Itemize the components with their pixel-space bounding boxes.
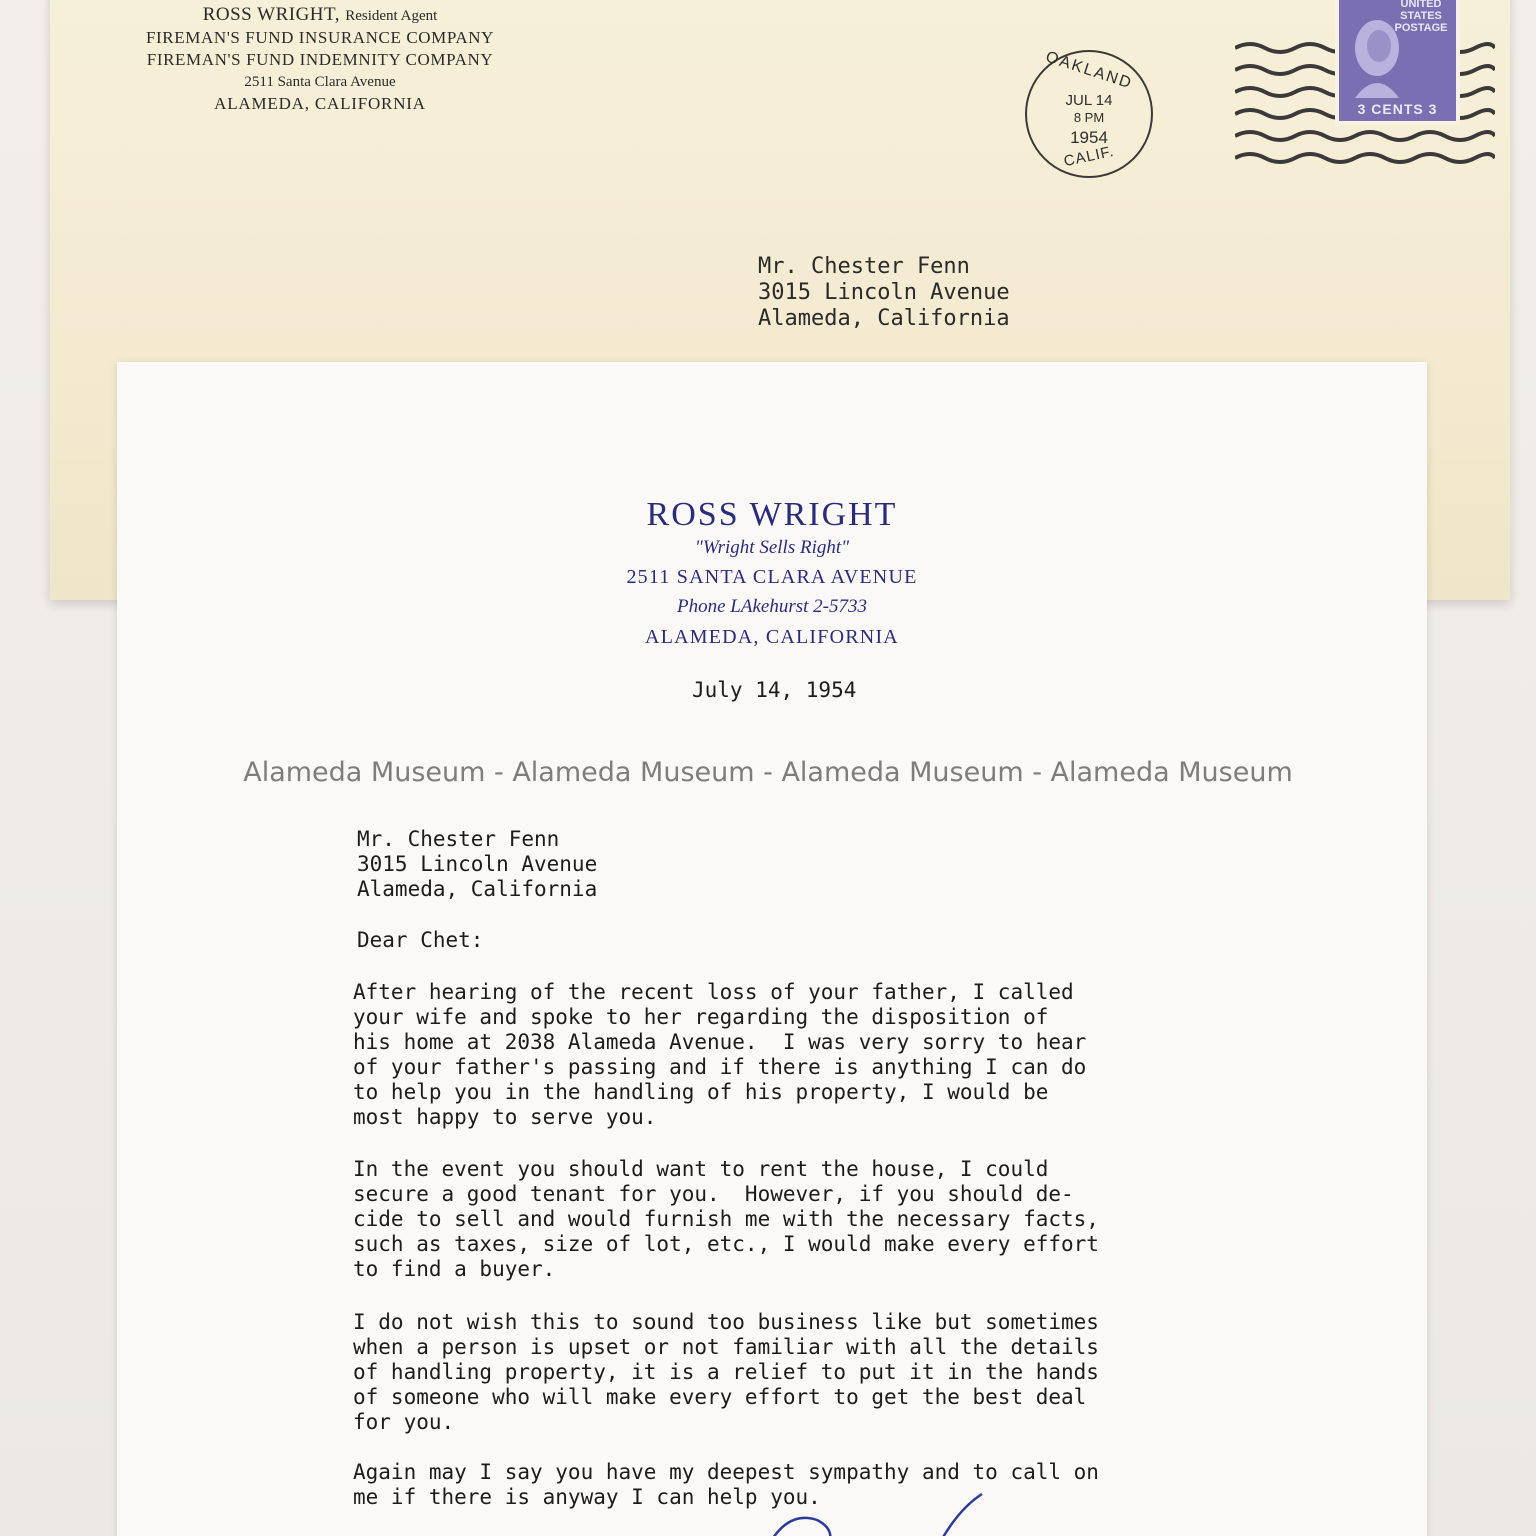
body-paragraph: In the event you should want to rent the house, I could secure a good tenant for you. However, if you should de- cide to sell and would furnish me with the necessary facts, such as taxes, size of lot, etc., I would make every effort to find a buyer.: [353, 1157, 1099, 1281]
letterhead-slogan: "Wright Sells Right": [694, 537, 850, 558]
postmark-date: JUL 14: [1065, 92, 1113, 109]
stamp-text-1: UNITED: [1400, 0, 1442, 10]
letter: [117, 362, 1427, 1536]
letterhead-name: ROSS WRIGHT: [646, 496, 898, 533]
return-city: ALAMEDA, CALIFORNIA: [214, 94, 426, 113]
body-paragraph: Again may I say you have my deepest sympathy and to call on me if there is anyway I can help you.: [353, 1460, 1099, 1509]
postmark-state: CALIF.: [1062, 142, 1116, 171]
postage-stamp: [1335, 0, 1460, 125]
stamp-text-2: STATES: [1400, 10, 1442, 22]
letterhead-street: 2511 SANTA CLARA AVENUE: [626, 566, 918, 588]
stamp-value: 3 CENTS 3: [1357, 101, 1438, 117]
postmark: [1025, 50, 1153, 178]
addressee-street: 3015 Lincoln Avenue: [758, 280, 1010, 305]
signature-partial: [757, 1490, 1017, 1536]
postmark-city: OAKLAND: [1043, 48, 1135, 93]
watermark: Alameda Museum - Alameda Museum - Alameda Museum - Alameda Museum: [243, 757, 1293, 788]
letter-recipient: [357, 827, 597, 902]
recipient-name: Mr. Chester Fenn: [357, 827, 560, 851]
recipient-city: Alameda, California: [357, 877, 598, 901]
postmark-year: 1954: [1070, 128, 1108, 147]
stamp-text-3: POSTAGE: [1394, 22, 1448, 34]
letterhead-city: ALAMEDA, CALIFORNIA: [645, 626, 899, 648]
return-name: ROSS WRIGHT,: [202, 4, 340, 25]
return-street: 2511 Santa Clara Avenue: [244, 74, 396, 90]
body-paragraph: After hearing of the recent loss of your father, I called your wife and spoke to her regarding the disposition of his home at 2038 Alameda Avenue. I was very sorry to hear of your father's passing and if there is anything I can do to help you in the handling of his property, I would be most happy to serve you.: [353, 980, 1087, 1129]
return-company-1: FIREMAN'S FUND INSURANCE COMPANY: [145, 28, 494, 47]
letter-date: July 14, 1954: [692, 678, 857, 702]
addressee-city: Alameda, California: [758, 306, 1010, 331]
stamp-portrait-icon: [1347, 8, 1407, 98]
return-company-2: FIREMAN'S FUND INDEMNITY COMPANY: [146, 50, 494, 69]
return-title: Resident Agent: [345, 8, 438, 24]
body-paragraph: I do not wish this to sound too business like but sometimes when a person is upset or not familiar with all the details of handling property, it is a relief to put it in the hands of someone who will make every effort to get the best deal for you.: [353, 1310, 1099, 1434]
letterhead-phone: Phone LAkehurst 2-5733: [677, 596, 867, 617]
envelope-addressee: [758, 254, 1010, 332]
return-address: [110, 4, 530, 115]
salutation: Dear Chet:: [357, 928, 484, 952]
recipient-street: 3015 Lincoln Avenue: [357, 852, 598, 876]
addressee-name: Mr. Chester Fenn: [758, 254, 970, 279]
postmark-time: 8 PM: [1073, 110, 1105, 125]
